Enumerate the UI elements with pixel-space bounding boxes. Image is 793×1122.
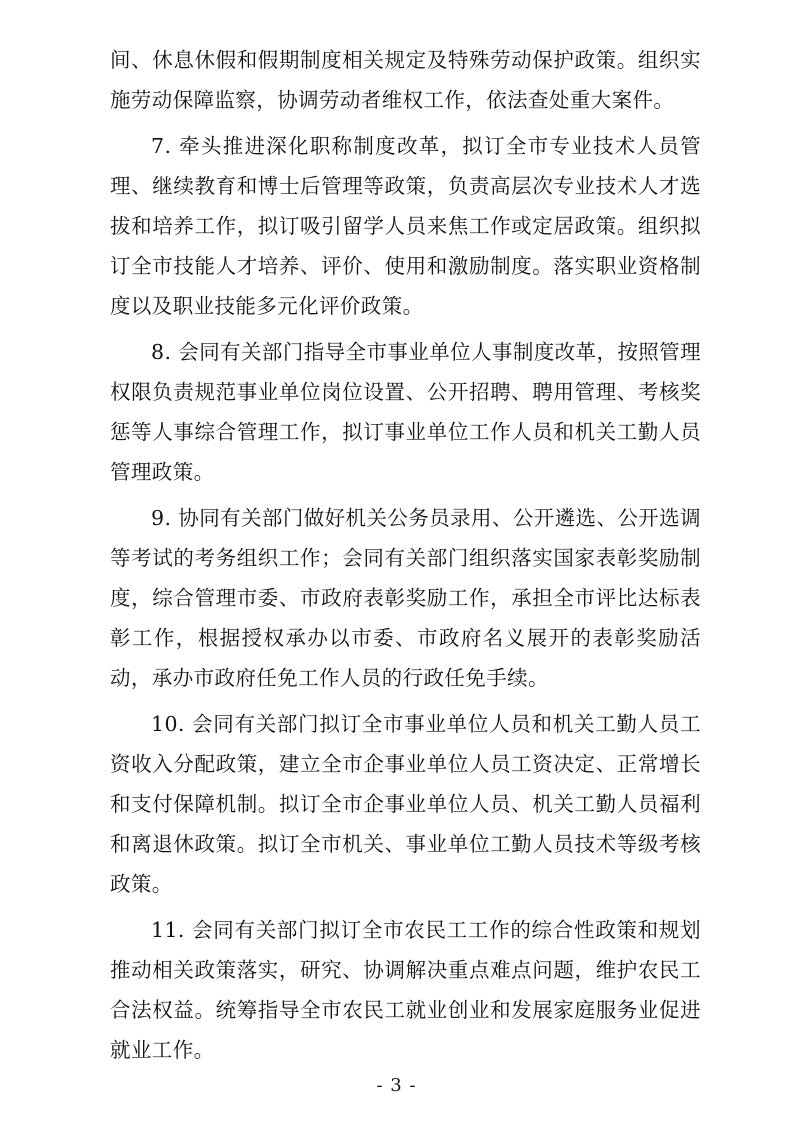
paragraph-item-7: 7. 牵头推进深化职称制度改革，拟订全市专业技术人员管理、继续教育和博士后管理等政策，负责高层次专业技术人才选拔和培养工作，拟订吸引留学人员来焦工作或定居政策。组织拟订全市技能人才培养、评价、使用和激励制度。落实职业资格制度以及职业技能多元化评价政策。 (110, 134, 701, 318)
paragraph-item-9: 9. 协同有关部门做好机关公务员录用、公开遴选、公开选调等考试的考务组织工作；会同有关部门组织落实国家表彰奖励制度，综合管理市委、市政府表彰奖励工作，承担全市评比达标表彰工作，根据授权承办以市委、市政府名义展开的表彰奖励活动，承办市政府任免工作人员的行政任免手续。 (110, 506, 701, 690)
document-body (110, 40, 701, 1070)
paragraph-item-10: 10. 会同有关部门拟订全市事业单位人员和机关工勤人员工资收入分配政策，建立全市企事业单位人员工资决定、正常增长和支付保障机制。拟订全市企事业单位人员、机关工勤人员福利和离退休政策。拟订全市机关、事业单位工勤人员技术等级考核政策。 (110, 712, 701, 896)
paragraph-continuation: 间、休息休假和假期制度相关规定及特殊劳动保护政策。组织实施劳动保障监察，协调劳动者维权工作，依法查处重大案件。 (110, 48, 701, 112)
paragraph-item-11: 11. 会同有关部门拟订全市农民工工作的综合性政策和规划推动相关政策落实，研究、协调解决重点难点问题，维护农民工合法权益。统筹指导全市农民工就业创业和发展家庭服务业促进就业工作。 (110, 918, 701, 1062)
page-number: - 3 - (376, 1075, 417, 1096)
paragraph-item-8: 8. 会同有关部门指导全市事业单位人事制度改革，按照管理权限负责规范事业单位岗位设置、公开招聘、聘用管理、考核奖惩等人事综合管理工作，拟订事业单位工作人员和机关工勤人员管理政策。 (110, 340, 701, 484)
